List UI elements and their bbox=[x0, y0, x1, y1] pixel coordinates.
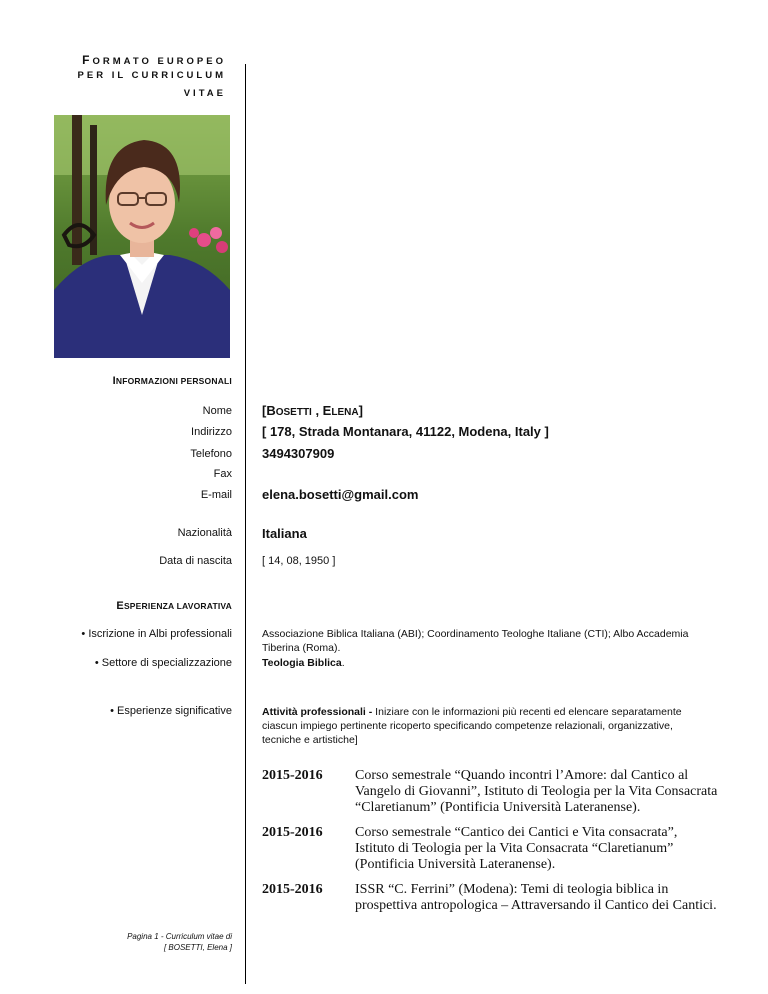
nationality-value: Italiana bbox=[262, 526, 307, 541]
email-label: E-mail bbox=[200, 489, 232, 501]
experience-description: Corso semestrale “Quando incontri l’Amore: dal Cantico al Vangelo di Giovanni”, Istituto di Teologia per la Vita Consacrata “Claretianum” (Pontificia Università Lateranense). bbox=[355, 768, 718, 815]
column-divider bbox=[245, 64, 246, 984]
page-footer bbox=[127, 931, 232, 953]
personal-info-section-title: INFORMAZIONI PERSONALI bbox=[112, 375, 232, 387]
portrait-image bbox=[54, 115, 230, 358]
experience-year: 2015-2016 bbox=[262, 882, 323, 897]
albi-value: Associazione Biblica Italiana (ABI); Coordinamento Teologhe Italiane (CTI); Albo Accademia Tiberina (Roma). bbox=[262, 628, 689, 654]
experience-description: ISSR “C. Ferrini” (Modena): Temi di teologia biblica in prospettiva antropologica – Attraversando il Cantico dei Cantici. bbox=[355, 882, 717, 913]
specialization-label: • Settore di specializzazione bbox=[94, 657, 232, 669]
birthdate-value: [ 14, 08, 1950 ] bbox=[262, 555, 336, 567]
phone-label: Telefono bbox=[190, 448, 232, 460]
experience-description: Corso semestrale “Cantico dei Cantici e Vita consacrata”, Istituto di Teologia per la Vita Consacrata “Claretianum” (Pontificia Università Lateranense). bbox=[355, 825, 678, 872]
albi-label: • Iscrizione in Albi professionali bbox=[81, 628, 232, 640]
name-label: Nome bbox=[202, 405, 232, 417]
work-experience-section-title: ESPERIENZA LAVORATIVA bbox=[116, 600, 232, 612]
phone-value: 3494307909 bbox=[262, 446, 335, 461]
nationality-label: Nazionalità bbox=[177, 527, 232, 539]
name-value: [BOSETTI , ELENA] bbox=[262, 403, 363, 418]
cv-format-title-line-2: PER IL CURRICULUM bbox=[77, 70, 226, 81]
cv-format-title-line-1: FORMATO EUROPEO bbox=[82, 53, 226, 67]
birthdate-label: Data di nascita bbox=[159, 555, 232, 567]
profile-photo bbox=[54, 115, 230, 358]
experience-year: 2015-2016 bbox=[262, 825, 323, 840]
address-label: Indirizzo bbox=[191, 426, 232, 438]
footer-line-1: Pagina 1 - Curriculum vitae di bbox=[127, 932, 232, 941]
professional-activities-text: Attività professionali - Iniziare con le informazioni più recenti ed elencare separatamente ciascun impiego pertinente ricoperto specificando competenze relazionali, organizzative, tecniche e artistiche] bbox=[262, 706, 682, 746]
cv-format-title-line-3: VITAE bbox=[183, 88, 226, 99]
footer-line-2: [ BOSETTI, Elena ] bbox=[163, 943, 232, 952]
experiences-label: • Esperienze significative bbox=[110, 705, 232, 717]
fax-label: Fax bbox=[213, 468, 232, 480]
email-value: elena.bosetti@gmail.com bbox=[262, 487, 419, 502]
specialization-value: Teologia Biblica. bbox=[262, 657, 345, 669]
experience-year: 2015-2016 bbox=[262, 768, 323, 783]
address-value: [ 178, Strada Montanara, 41122, Modena, Italy ] bbox=[262, 424, 549, 439]
